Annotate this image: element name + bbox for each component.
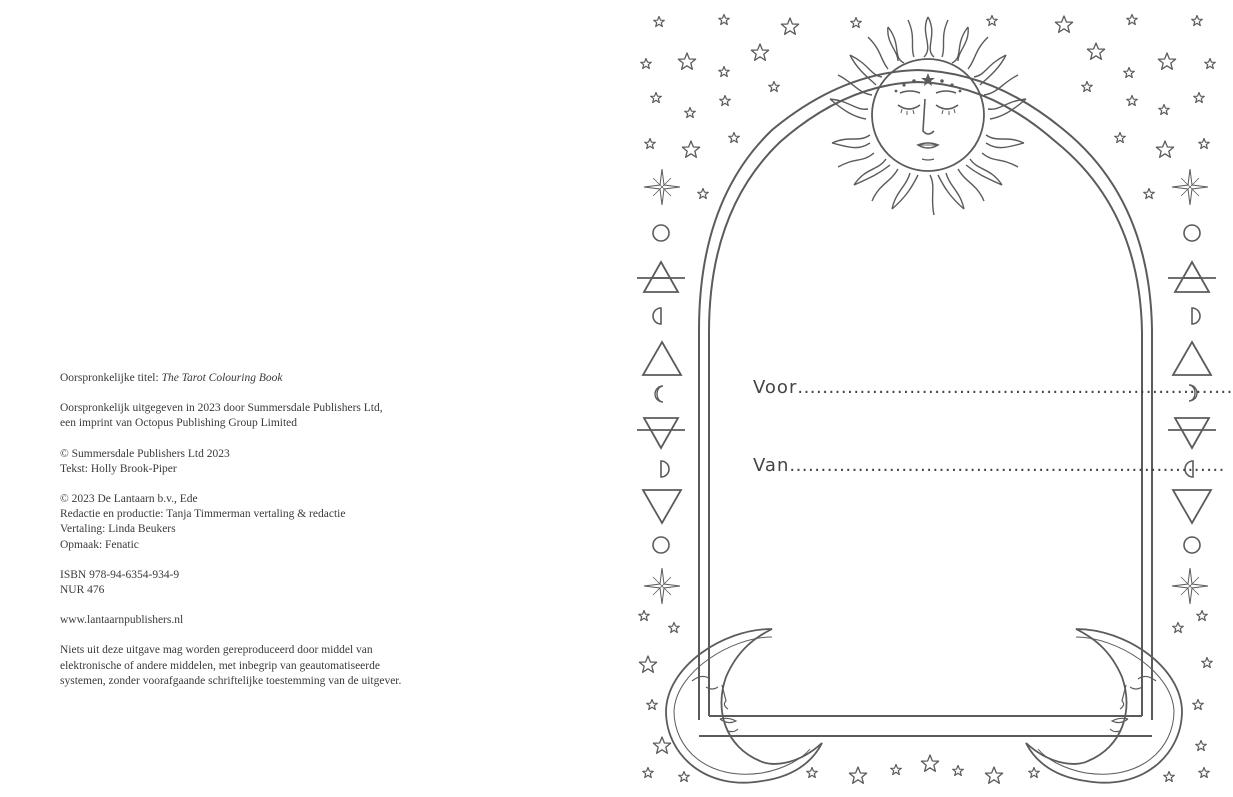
- nur-code: NUR 476: [60, 584, 105, 597]
- air-symbol-icon: [637, 262, 685, 292]
- half-moon-icon: [653, 308, 661, 324]
- earth-symbol-icon: [637, 418, 685, 448]
- fire-symbol-icon: [1173, 342, 1211, 375]
- layout-credit: Opmaak: Fenatic: [60, 538, 139, 551]
- right-page: [612, 0, 1233, 797]
- sparkle-icon: [644, 169, 680, 205]
- star-field: [639, 15, 1216, 784]
- text-author: Tekst: Holly Brook-Piper: [60, 462, 177, 475]
- crescent-moon-right-icon: [1026, 629, 1182, 783]
- editing-credit: Redactie en productie: Tanja Timmerman vertaling & redactie: [60, 508, 346, 521]
- earth-symbol-icon: [1168, 418, 1216, 448]
- colophon: [60, 371, 440, 704]
- dedication-for-dots: ......................................................................: [797, 377, 1233, 398]
- dedication-for-line[interactable]: [753, 377, 1233, 398]
- copyright-original: © Summersdale Publishers Ltd 2023: [60, 447, 230, 460]
- copyright-nl: © 2023 De Lantaarn b.v., Ede: [60, 493, 198, 506]
- published-line-2: een imprint van Octopus Publishing Group Limited: [60, 417, 298, 430]
- dedication-from-label: Van: [753, 455, 790, 476]
- original-title: The Tarot Colouring Book: [161, 372, 283, 384]
- original-title-label: Oorspronkelijke titel:: [60, 372, 162, 384]
- sparkle-icon: [1172, 568, 1208, 604]
- published-line-1: Oorspronkelijk uitgegeven in 2023 door Summersdale Publishers Ltd,: [60, 402, 383, 415]
- dedication-from-line[interactable]: [753, 455, 1225, 476]
- isbn: ISBN 978-94-6354-934-9: [60, 568, 180, 581]
- crescent-moon-left-icon: [666, 629, 822, 783]
- decorative-border-art: [612, 0, 1225, 797]
- crescent-icon: [655, 386, 663, 402]
- original-title-line: [60, 371, 440, 386]
- sparkle-icon: [644, 568, 680, 604]
- translation-credit: Vertaling: Linda Beukers: [60, 523, 176, 536]
- left-symbol-column: [637, 169, 685, 604]
- circle-icon: [653, 225, 669, 241]
- sun-face-icon: [830, 17, 1026, 215]
- sparkle-icon: [1172, 169, 1208, 205]
- circle-icon: [1184, 225, 1200, 241]
- left-page: [0, 0, 612, 797]
- circle-icon: [1184, 537, 1200, 553]
- air-symbol-icon: [1168, 262, 1216, 292]
- water-symbol-icon: [643, 490, 681, 523]
- rights-notice: Niets uit deze uitgave mag worden gereproduceerd door middel van elektronische of andere middelen, met inbegrip van geautomatiseerde systemen, zonder voorafgaande schriftelijke toestemming van de uitgever.: [60, 644, 402, 687]
- website: www.lantaarnpublishers.nl: [60, 614, 184, 627]
- fire-symbol-icon: [643, 342, 681, 375]
- dedication-from-dots: ......................................................................: [789, 455, 1225, 476]
- half-moon-icon: [661, 461, 669, 477]
- dedication-for-label: Voor: [753, 377, 798, 398]
- half-moon-icon: [1192, 308, 1200, 324]
- water-symbol-icon: [1173, 490, 1211, 523]
- arch-frame: [699, 70, 1152, 736]
- circle-icon: [653, 537, 669, 553]
